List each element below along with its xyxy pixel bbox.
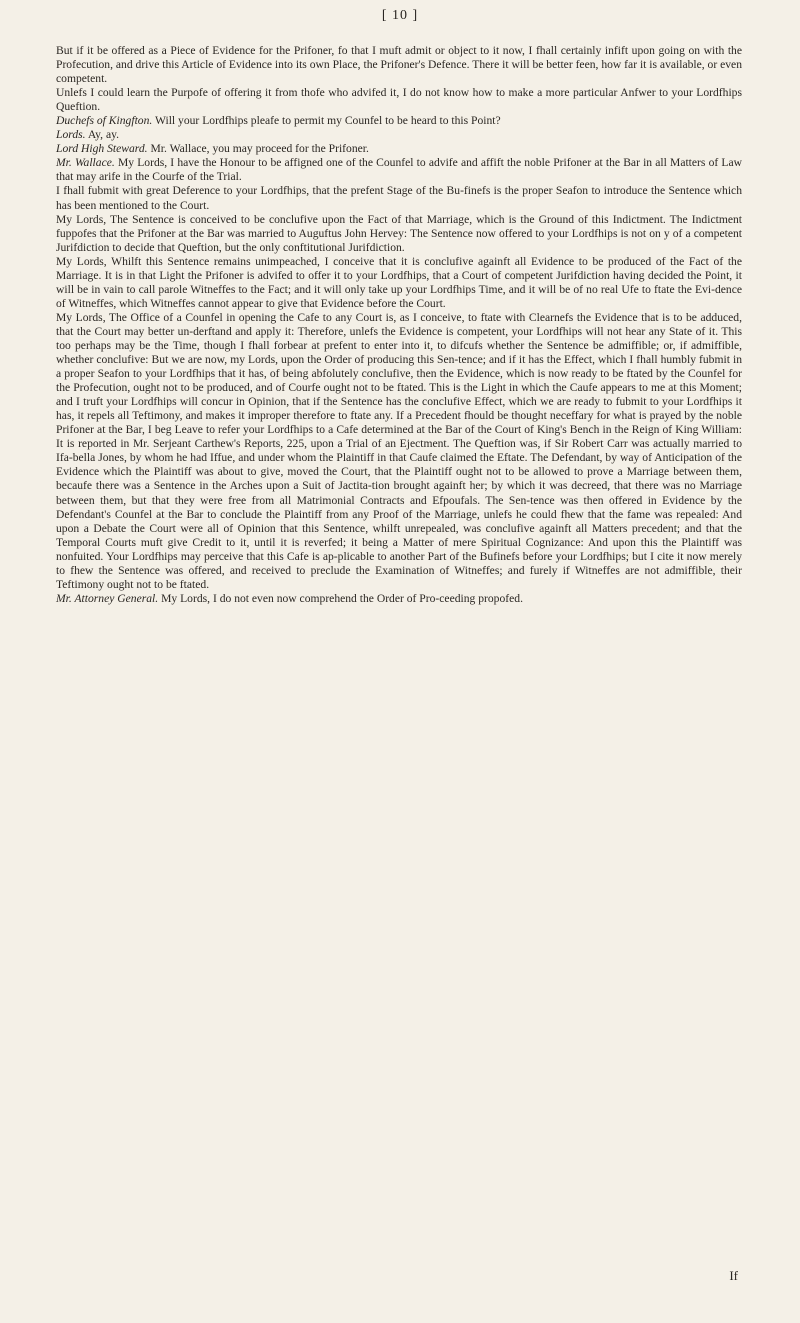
paragraph bbox=[56, 114, 742, 128]
paragraph bbox=[56, 142, 742, 156]
paragraph-text: My Lords, I do not even now comprehend the Order of Pro-ceeding propofed. bbox=[161, 591, 523, 605]
paragraph-text: I fhall fubmit with great Deference to your Lordfhips, that the prefent Stage of the Bu-finefs is the proper Seafon to introduce the Sentence which has been mentioned to the Court. bbox=[56, 184, 742, 212]
paragraph-text: My Lords, The Office of a Counfel in opening the Cafe to any Court is, as I conceive, to ftate with Clearnefs the Evidence that is to be adduced, that the Court may better un-derftand and apply it: Therefore, unlefs the Evidence is competent, your Lordfhips will not hear any State of it. This too perhaps may be the Time, though I fhall forbear at prefent to enter into it, to difcufs whether the Sentence be admiffible; or, if admiffible, whether conclufive: But we are now, my Lords, upon the Order of producing this Sen-tence; and if it has the Effect, which I fhall humbly fubmit in a proper Seafon to your Lordfhips that it has, of being abfolutely conclufive, then the Evidence, which is now ready to be ftated by the Counfel for the Profecution, ought not to be produced, and of Courfe ought not to be ftated. This is the Light in which the Caufe appears to me at this Moment; and I truft your Lordfhips will concur in Opinion, that if the Sentence has the conclufive Effect, which we are ready to fubmit to your Lordfhips it has, it repels all Teftimony, and makes it improper therefore to ftate any. If a Precedent fhould be thought neceffary for what is prayed by the noble Prifoner at the Bar, I beg Leave to refer your Lordfhips to a Cafe determined at the Bar of the Court of King's Bench in the Reign of King William: It is reported in Mr. Serjeant Carthew's Reports, 225, upon a Trial of an Ejectment. The Queftion was, if Sir Robert Carr was actually married to Ifa-bella Jones, by whom he had Iffue, and under whom the Plaintiff in that Caufe claimed the Eftate. The Defendant, by way of Anticipation of the Evidence which the Plaintiff was about to give, moved the Court, that the Plaintiff ought not to be allowed to prove a Marriage between them, becaufe there was a Sentence in the Arches upon a Suit of Jactita-tion brought againft her; by which it was decreed, that there was no Marriage between them, but that they were free from all Matrimonial Contracts and Efpoufals. The Sen-tence was then offered in Evidence by the Defendant's Counfel at the Bar to conclude the Plaintiff from any Proof of the Marriage, unlefs he could fhew that the fame was repealed: And upon a Debate the Court were all of Opinion that this Sentence, whilft unrepealed, was conclufive againft all Matters precedent; and that the Temporal Courts muft give Credit to it, until it is reverfed; it being a Matter of mere Spiritual Cognizance: And upon this the Plaintiff was nonfuited. Your Lordfhips may perceive that this Cafe is ap-plicable to another Part of the Bufinefs before your Lordfhips; but I cite it now merely to fhew the Sentence was offered, and received to preclude the Examination of Witneffes; and furely if Witneffes are not admiffible, their Teftimony ought not to be ftated. bbox=[56, 310, 742, 591]
speaker-name: Mr. Wallace. bbox=[56, 156, 115, 170]
paragraph bbox=[56, 213, 742, 255]
paragraph bbox=[56, 184, 742, 212]
paragraph bbox=[56, 44, 742, 86]
speaker-name: Lord High Steward. bbox=[56, 142, 148, 156]
paragraph-text: My Lords, The Sentence is conceived to be conclufive upon the Fact of that Marriage, which is the Ground of this Indictment. The Indictment fuppofes that the Prifoner at the Bar was married to Auguftus John Hervey: The Sentence now offered to your Lordfhips is not on y of a competent Jurifdiction to decide that Queftion, but the only conftitutional Jurifdiction. bbox=[56, 212, 742, 254]
paragraph-text: My Lords, I have the Honour to be affigned one of the Counfel to advife and affift the noble Prifoner at the Bar in all Matters of Law that may arife in the Courfe of the Trial. bbox=[56, 156, 742, 184]
paragraph-text: But if it be offered as a Piece of Evidence for the Prifoner, fo that I muft admit or object to it now, I fhall certainly infift upon going on with the Profecution, and drive this Article of Evidence into its own Place, the Prifoner's Defence. There it will be better feen, how far it is available, or even competent. bbox=[56, 44, 743, 86]
paragraph bbox=[56, 86, 742, 114]
paragraph bbox=[56, 156, 742, 184]
paragraph bbox=[56, 255, 742, 311]
speaker-name: Mr. Attorney General. bbox=[56, 591, 159, 605]
page-number: [ 10 ] bbox=[381, 8, 419, 23]
catchword: If bbox=[729, 1268, 738, 1283]
speaker-name: Lords. bbox=[56, 128, 86, 142]
paragraph-text: Unlefs I could learn the Purpofe of offering it from thofe who advifed it, I do not know how to make a more particular Anfwer to your Lordfhips Queftion. bbox=[56, 86, 742, 114]
paragraph-text: My Lords, Whilft this Sentence remains unimpeached, I conceive that it is conclufive againft all Evidence to be produced of the Fact of the Marriage. It is in that Light the Prifoner is advifed to offer it to your Lordfhips, that a Court of competent Jurifdiction having decided the Point, it will be in vain to call parole Witneffes to the Fact; and it will only take up your Lordfhips Time, and it will be of no real Ufe to ftate the Evi-dence of Witneffes, which Witneffes cannot appear to give that Evidence before the Court. bbox=[56, 254, 742, 310]
paragraph-text: Will your Lordfhips pleafe to permit my Counfel to be heard to this Point? bbox=[155, 114, 501, 128]
paragraph bbox=[56, 592, 742, 606]
paragraph-text: Ay, ay. bbox=[87, 128, 120, 142]
paragraph-text: Mr. Wallace, you may proceed for the Prifoner. bbox=[150, 142, 369, 156]
paragraph bbox=[56, 311, 742, 592]
body-text bbox=[56, 44, 742, 606]
paragraph bbox=[56, 128, 742, 142]
speaker-name: Duchefs of Kingfton. bbox=[56, 114, 153, 128]
